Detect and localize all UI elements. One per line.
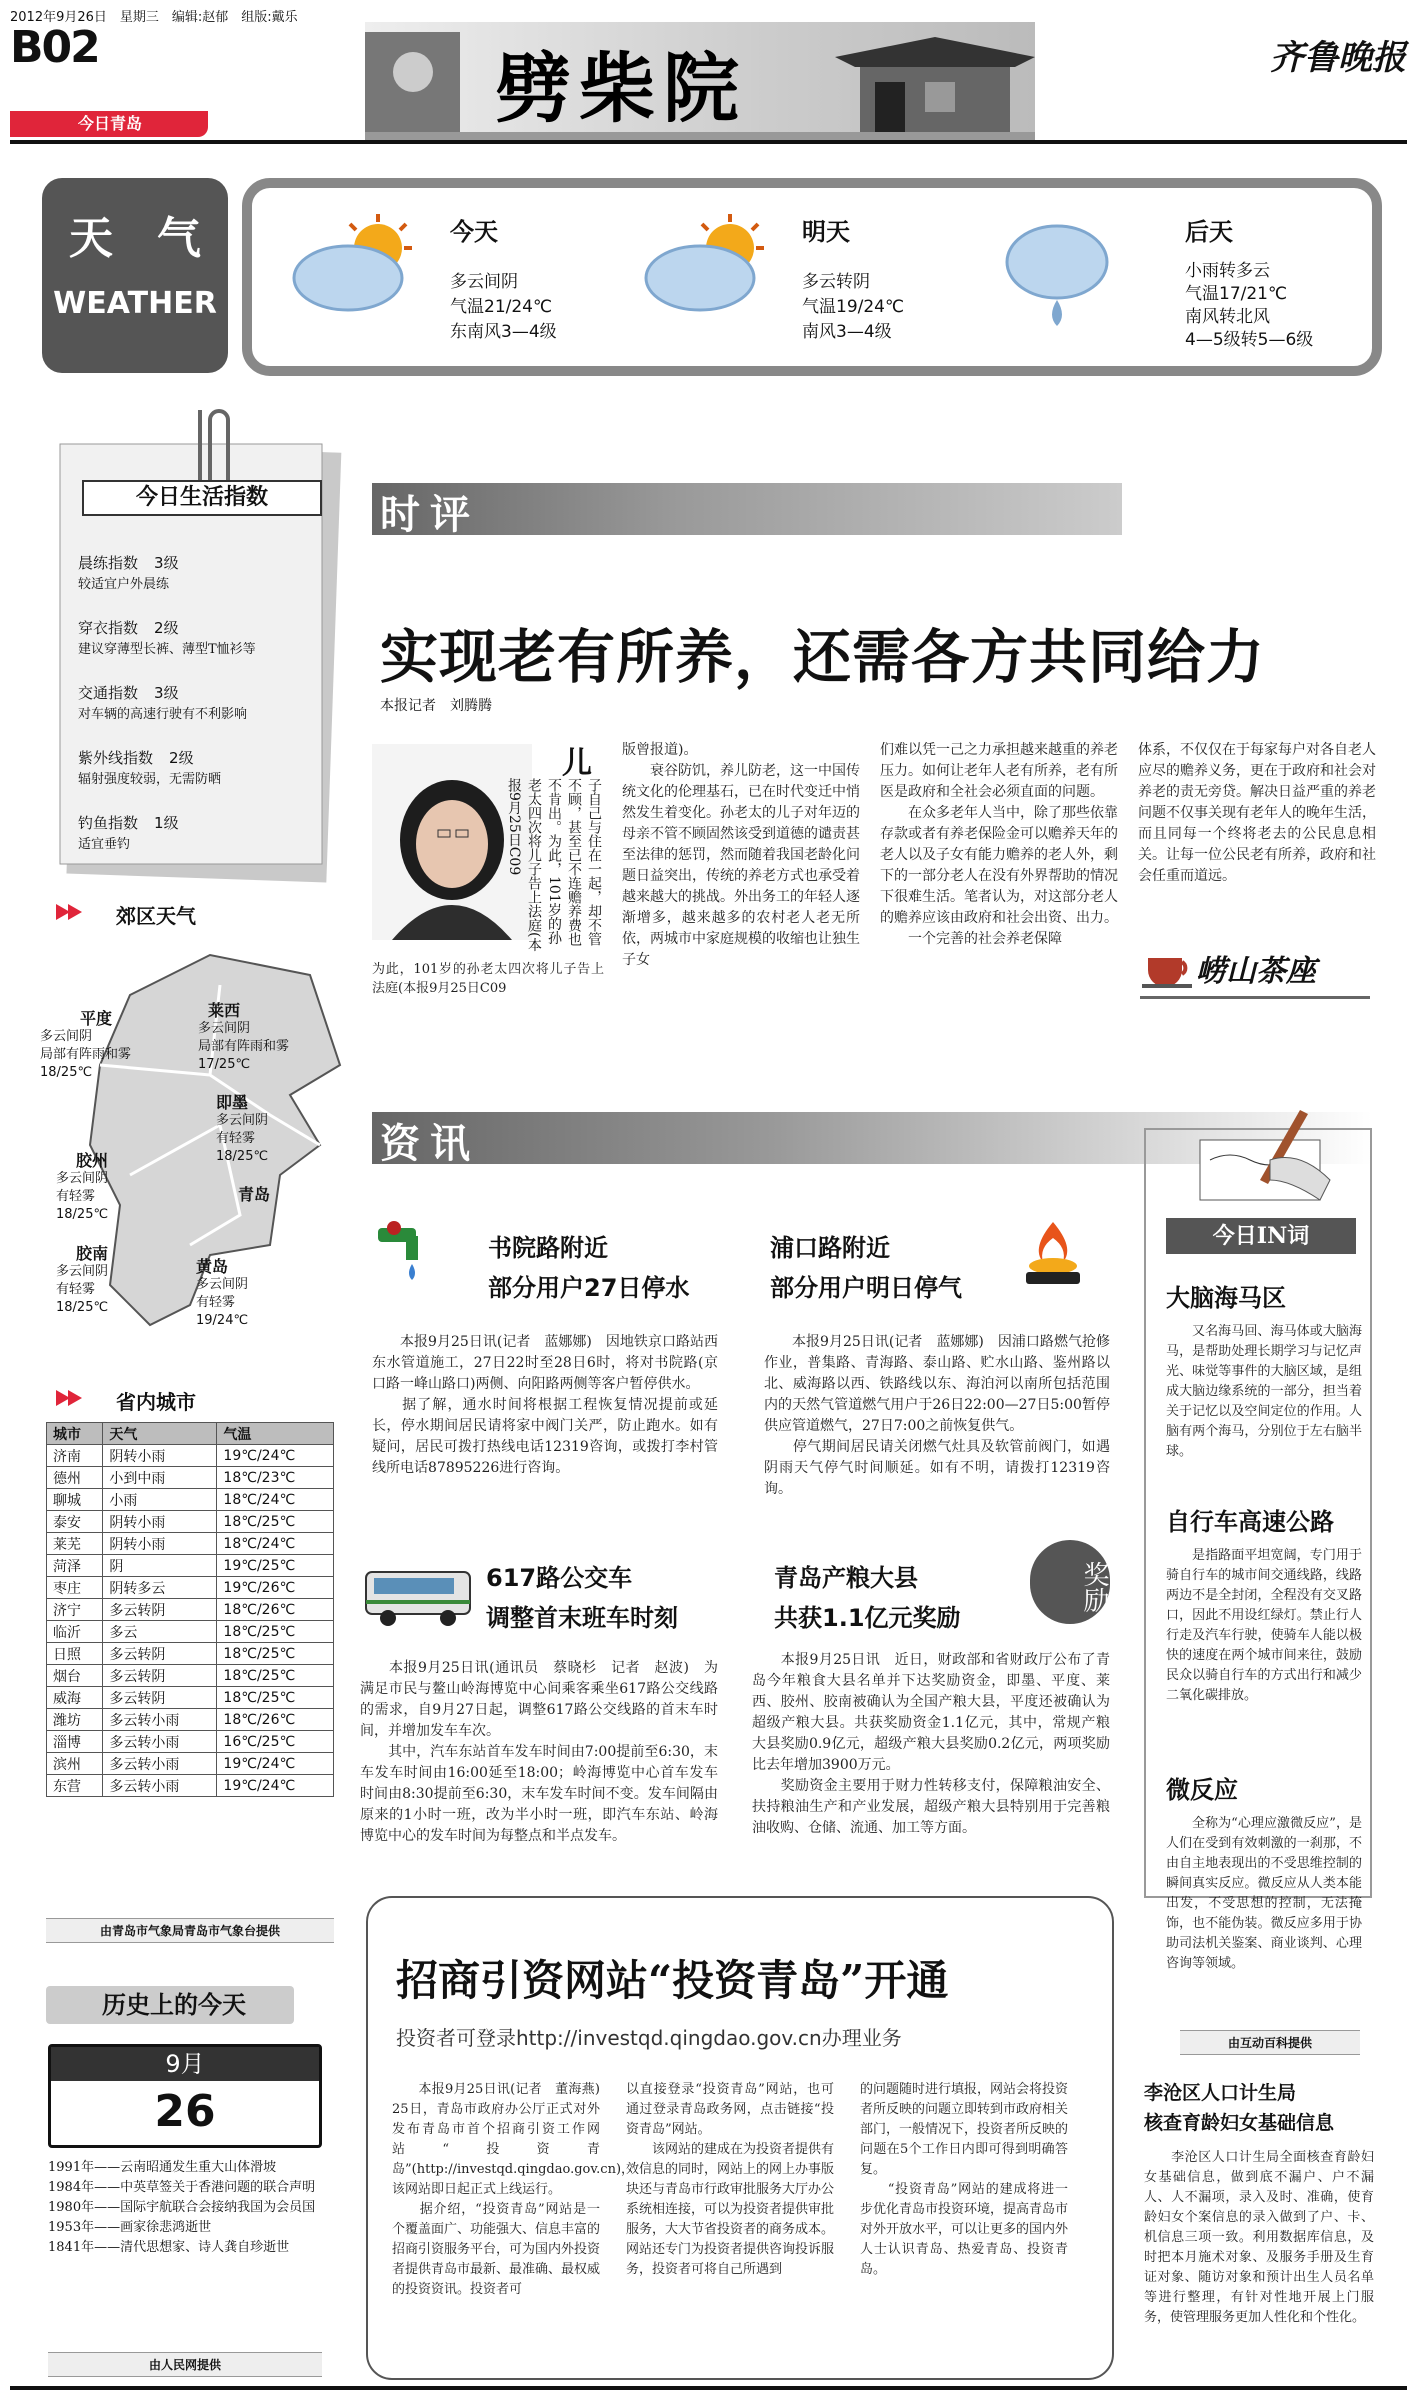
news-section-title: 资讯 — [380, 1120, 480, 1167]
table-row: 临沂 多云 18℃/25℃ — [47, 1621, 334, 1643]
term-definition: 是指路面平坦宽阔，专门用于骑自行车的城市间交通线路，线路两边不是全封闭，全程没有交叉路口，因此不用设红绿灯。禁止行人行走及汽车行驶，使骑车人能以极快的速度在两个城市间来往，鼓励民众以骑自行车的方式出行和减少二氧化碳排放。 — [1166, 1548, 1362, 1703]
life-index-item: 紫外线指数 2级 辐射强度较弱，无需防晒 — [78, 749, 222, 787]
table-row: 聊城 小雨 18℃/24℃ — [47, 1489, 334, 1511]
table-row: 东营 多云转小雨 19℃/24℃ — [47, 1775, 334, 1797]
life-index-item: 钓鱼指数 1级 适宜垂钓 — [78, 814, 179, 852]
list-item: 1984年——中英草签关于香港问题的联合声明 — [48, 2180, 316, 2195]
day3-info: 小雨转多云 气温17/21℃ 南风转北风 4—5级转5—6级 — [1185, 261, 1314, 350]
article1-body: 本报9月25日讯(记者 蓝娜娜) 因地铁京口路站西东水管道施工，27日22时至28日6时，将对书院路(京口路一峰山路口)两侧、向阳路两侧等客户暂停供水。 据了解，通水时间将根据工程恢复情况提前或延长，停水期间居民请将家中阀门关严，防止跑水。如有疑问，居民可拨打热线电话12319咨询，或拨打李村管线所电话87895226进行咨询。 — [372, 1334, 718, 1476]
in-words-source: 由互动百科提供 — [1180, 2030, 1360, 2055]
faucet-icon — [370, 1220, 430, 1282]
article1-title: 书院路附近 部分用户27日停水 — [488, 1234, 690, 1302]
footer-rule — [10, 2386, 1407, 2390]
article3-title: 617路公交车 调整首末班车时刻 — [486, 1564, 678, 1632]
suburb-huangdao: 黄岛 多云间阴 有轻雾 19/24℃ — [196, 1257, 249, 1328]
gas-flame-icon — [1018, 1216, 1088, 1290]
life-index-item: 晨练指数 3级 较适宜户外晨练 — [78, 554, 179, 592]
day3-name: 后天 — [1185, 218, 1233, 246]
day1-name: 今天 — [450, 218, 498, 246]
handwriting-illustration — [1180, 1100, 1340, 1210]
brief-title: 李沧区人口计生局 核查育龄妇女基础信息 — [1144, 2082, 1335, 2134]
calendar-month: 9月 — [51, 2047, 319, 2081]
article2-title: 浦口路附近 部分用户明日停气 — [770, 1234, 962, 1302]
brief-body: 李沧区人口计生局全面核查育龄妇女基础信息，做到底不漏户、户不漏人、人不漏项，录入及时、准确，使育龄妇女个案信息的录入做到了户、卡、机信息三项一致。利用数据库信息，及时把本月施术对象、及服务手册及生育证对象、随访对象和预计出生人员名单等进行整理，有针对性地开展上门服务，使管理服务更加人性化和个性化。 — [1144, 2150, 1374, 2325]
table-row: 日照 多云转阴 18℃/25℃ — [47, 1643, 334, 1665]
header-meta: 2012年9月26日 星期三 编辑:赵郁 组版:戴乐 — [10, 10, 298, 25]
commentary-col1: 版曾报道)。 衰谷防饥，养儿防老，这一中国传统文化的伦理基石，已在时代变迁中悄然发生着变化。孙老太的儿子对年迈的母亲不管不顾固然该受到道德的谴责甚至法律的惩罚，然而随着我国老龄化问题日益突出，传统的养老方式也承受着越来越大的挑战。外出务工的年轻人逐渐增多，越来越多的农村老人老无所依，两城市中家庭规模的收缩也让独生子女 — [622, 742, 860, 968]
suburb-pingdu: 平度 多云间阴 局部有阵雨和雾 18/25℃ — [40, 1009, 132, 1080]
article3-body: 本报9月25日讯(通讯员 蔡晓杉 记者 赵波) 为满足市民与鳌山岭海博览中心间乘客乘坐617路公交线路的需求，自9月27日起，调整617路公交线路的首末车时间，并增加发车车次。 其中，汽车东站首车发车时间由7:00提前至6:30，末车发车时间由16:00延至18:00；岭海博览中心首车发车时间由8:30提前至6:30，末车发车时间不变。发车间隔由原来的1小时一班，改为半小时一班，即汽车东站、岭海博览中心的发车时间为每整点和半点发车。 — [360, 1660, 718, 1844]
partly-cloudy-icon — [640, 208, 770, 318]
in-words-title: 今日IN词 — [1166, 1218, 1356, 1254]
arrow-bullet-icon — [56, 1388, 86, 1408]
table-row: 枣庄 阴转多云 19℃/26℃ — [47, 1577, 334, 1599]
invest-col1: 本报9月25日讯(记者 董海燕) 25日，青岛市政府办公厅正式对外发布青岛市首个招商引资工作网站“投资青岛”(http://investqd.qingdao.gov.cn)，该网站即日起正式上线运行。 据介绍，“投资青岛”网站是一个覆盖面广、功能强大、信息丰富的招商引资服务平台，可为国内外投资者提供青岛市最新、最准确、最权威的投资资讯。投资者可 — [392, 2082, 635, 2297]
list-item: 1991年——云南昭通发生重大山体滑坡 — [48, 2160, 277, 2175]
rain-cloud-icon — [1002, 212, 1112, 337]
article2-body: 本报9月25日讯(记者 蓝娜娜) 因浦口路燃气抢修作业，普集路、青海路、泰山路、贮水山路、鉴州路以北、威海路以西、铁路线以东、海泊河以南所包括范围内的天然气管道燃气用户于26日22:00—27日5:00暂停供应管道燃气，27日7:00之前恢复供气。 停气期间居民请关闭燃气灶具及软管前阀门，如遇阴雨天气停气时间顺延。如有不明，请拨打12319咨询。 — [764, 1334, 1110, 1497]
suburb-title: 郊区天气 — [116, 904, 196, 928]
life-index-title: 今日生活指数 — [82, 480, 322, 516]
commentary-byline: 本报记者 刘腾腾 — [380, 698, 492, 714]
teacup-icon — [1140, 944, 1196, 992]
article4-title: 青岛产粮大县 共获1.1亿元奖励 — [774, 1564, 961, 1632]
life-index-item: 交通指数 3级 对车辆的高速行驶有不利影响 — [78, 684, 248, 722]
section-tag: 今日青岛 — [10, 111, 208, 137]
day2-name: 明天 — [802, 218, 850, 246]
life-index-item: 穿衣指数 2级 建议穿薄型长裤、薄型T恤衫等 — [78, 619, 256, 657]
calendar-day: 26 — [154, 2086, 216, 2137]
term-title: 自行车高速公路 — [1166, 1508, 1334, 1536]
commentary-lead: 子自己与住在一起，却不管不顾，甚至已不连赡养费也不肯出。为此，101岁的孙老太四次将儿子告上法庭(本报9月25日C09 — [506, 778, 602, 952]
suburb-qingdao: 青岛 — [238, 1185, 271, 1204]
calendar-card — [48, 2044, 322, 2148]
table-row: 济宁 多云转阴 18℃/26℃ — [47, 1599, 334, 1621]
table-row: 淄博 多云转小雨 16℃/25℃ — [47, 1731, 334, 1753]
table-row: 烟台 多云转阴 18℃/25℃ — [47, 1665, 334, 1687]
history-list — [48, 2158, 322, 2258]
commentary-headline: 实现老有所养，还需各方共同给力 — [380, 623, 1266, 691]
commentary-col3: 体系，不仅仅在于每家每户对各自老人应尽的赡养义务，更在于政府和社会对养老的责无旁贷。解决日益严重的养老问题不仅事关现有老年人的晚年生活，而且同每一个终将老去的公民息息相关。让每一位公民老有所养，政府和社会任重而道远。 — [1138, 742, 1376, 884]
list-item: 1841年——清代思想家、诗人龚自珍逝世 — [48, 2240, 290, 2255]
table-row: 菏泽 阴 19℃/25℃ — [47, 1555, 334, 1577]
bus-icon — [362, 1566, 474, 1628]
table-row: 泰安 阴转小雨 18℃/25℃ — [47, 1511, 334, 1533]
term-title: 微反应 — [1166, 1776, 1238, 1804]
table-row: 莱芜 阴转小雨 18℃/24℃ — [47, 1533, 334, 1555]
history-source: 由人民网提供 — [48, 2352, 322, 2377]
award-badge: 奖励 — [1030, 1540, 1110, 1624]
list-item: 1953年——画家徐悲鸿逝世 — [48, 2220, 212, 2235]
article4-body: 本报9月25日讯 近日，财政部和省财政厅公布了青岛今年粮食大县名单并下达奖励资金，即墨、平度、莱西、胶州、胶南被确认为全国产粮大县，平度还被确认为超级产粮大县。共获奖励资金1.1亿元，其中，常规产粮大县奖励0.9亿元，超级产粮大县奖励0.2亿元，两项奖励比去年增加3900万元。 奖励资金主要用于财力性转移支付，保障粮油安全、扶持粮油生产和产业发展，超级产粮大县特别用于完善粮油收购、仓储、流通、加工等方面。 — [752, 1652, 1110, 1836]
invest-headline: 招商引资网站“投资青岛”开通 — [396, 1956, 949, 2005]
weather-badge-en: WEATHER — [53, 286, 217, 321]
suburb-jiaozhou: 胶州 多云间阴 有轻雾 18/25℃ — [56, 1151, 109, 1222]
day2-info: 多云转阴 气温19/24℃ 南风3—4级 — [802, 272, 905, 342]
province-table — [46, 1422, 334, 1797]
commentary-section-title: 时评 — [380, 491, 480, 538]
invest-subheadline: 投资者可登录http://investqd.qingdao.gov.cn办理业务 — [396, 2026, 902, 2050]
partly-cloudy-icon — [288, 208, 418, 318]
list-item: 1980年——国际宇航联合会接纳我国为会员国 — [48, 2200, 316, 2215]
invest-col3: 的问题随时进行填报，网站会将投资者所反映的问题立即转到市政府相关部门，一般情况下，投资者所反映的问题在5个工作日内即可得到明确答复。 “投资青岛”网站的建成将进一步优化青岛市投资环境，提高青岛市对外开放水平，可以让更多的国内外人士认识青岛、热爱青岛、投资青岛。 — [860, 2082, 1069, 2277]
table-row: 济南 阴转小雨 19℃/24℃ — [47, 1445, 334, 1467]
invest-col2: 以直接登录“投资青岛”网站，也可通过登录青岛政务网，点击链接“投资青岛”网站。 该网站的建成在为投资者提供有效信息的同时，网站上的网上办事版块还与青岛市行政审批服务大厅办公系统相连接，可以为投资者提供审批服务，大大节省投资者的商务成本。网站还专门为投资者提供咨询投诉服务，投资者可将自己所遇到 — [626, 2082, 835, 2277]
commentary-brand: 崂山茶座 — [1196, 954, 1316, 989]
table-row: 滨州 多云转小雨 19℃/24℃ — [47, 1753, 334, 1775]
day1-info: 多云间阴 气温21/24℃ 东南风3—4级 — [450, 272, 557, 342]
term-definition: 又名海马回、海马体或大脑海马，是帮助处理长期学习与记忆声光、味觉等事件的大脑区域，是组成大脑边缘系统的一部分，担当着关于记忆以及空间定位的作用。人脑有两个海马，分别位于左右脑半球。 — [1166, 1324, 1362, 1459]
paper-name: 齐鲁晚报 — [1270, 38, 1406, 78]
commentary-section-bar — [372, 483, 1122, 535]
life-index-list — [78, 550, 328, 852]
suburb-laixi: 莱西 多云间阴 局部有阵雨和雾 17/25℃ — [198, 1001, 290, 1072]
table-row: 城市 天气 气温 — [47, 1423, 334, 1445]
province-title: 省内城市 — [116, 1390, 196, 1414]
suburb-jiaonan: 胶南 多云间阴 有轻雾 18/25℃ — [56, 1244, 109, 1315]
brand-rule — [1140, 996, 1370, 999]
header-rule — [10, 140, 1407, 144]
history-title: 历史上的今天 — [46, 1986, 294, 2024]
arrow-bullet-icon — [56, 902, 86, 922]
table-row: 威海 多云转阴 18℃/25℃ — [47, 1687, 334, 1709]
weather-badge — [42, 178, 228, 373]
term-title: 大脑海马区 — [1166, 1284, 1286, 1312]
commentary-lead-tail: 为此，101岁的孙老太四次将儿子告上法庭(本报9月25日C09 — [372, 962, 604, 996]
page-number: B02 — [10, 22, 99, 73]
term-definition: 全称为“心理应激微反应”，是人们在受到有效刺激的一刹那，不由自主地表现出的不受思维控制的瞬间真实反应。微反应从人类本能出发，不受思想的控制，无法掩饰，也不能伪装。微反应多用于协助司法机关鉴案、商业谈判、心理咨询等领域。 — [1166, 1816, 1362, 1971]
province-source: 由青岛市气象局青岛市气象台提供 — [46, 1918, 334, 1943]
commentary-col2: 们难以凭一己之力承担越来越重的养老压力。如何让老年人老有所养，老有所医是政府和全社会必须直面的问题。 在众多老年人当中，除了那些依靠存款或者有养老保险金可以赡养天年的老人以及子女有能力赡养的老人外，剩下的一部分老人在没有外界帮助的情况下很难生活。笔者认为，对这部分老人的赡养应该由政府和社会出资、出力。 一个完善的社会养老保障 — [880, 742, 1118, 947]
table-row: 德州 小到中雨 18℃/23℃ — [47, 1467, 334, 1489]
suburb-jimo: 即墨 多云间阴 有轻雾 18/25℃ — [216, 1093, 269, 1164]
table-row: 潍坊 多云转小雨 18℃/26℃ — [47, 1709, 334, 1731]
drop-initial: 儿 — [562, 746, 592, 781]
weather-badge-cn: 天 气 — [69, 213, 201, 264]
column-title: 劈柴院 — [495, 44, 747, 133]
